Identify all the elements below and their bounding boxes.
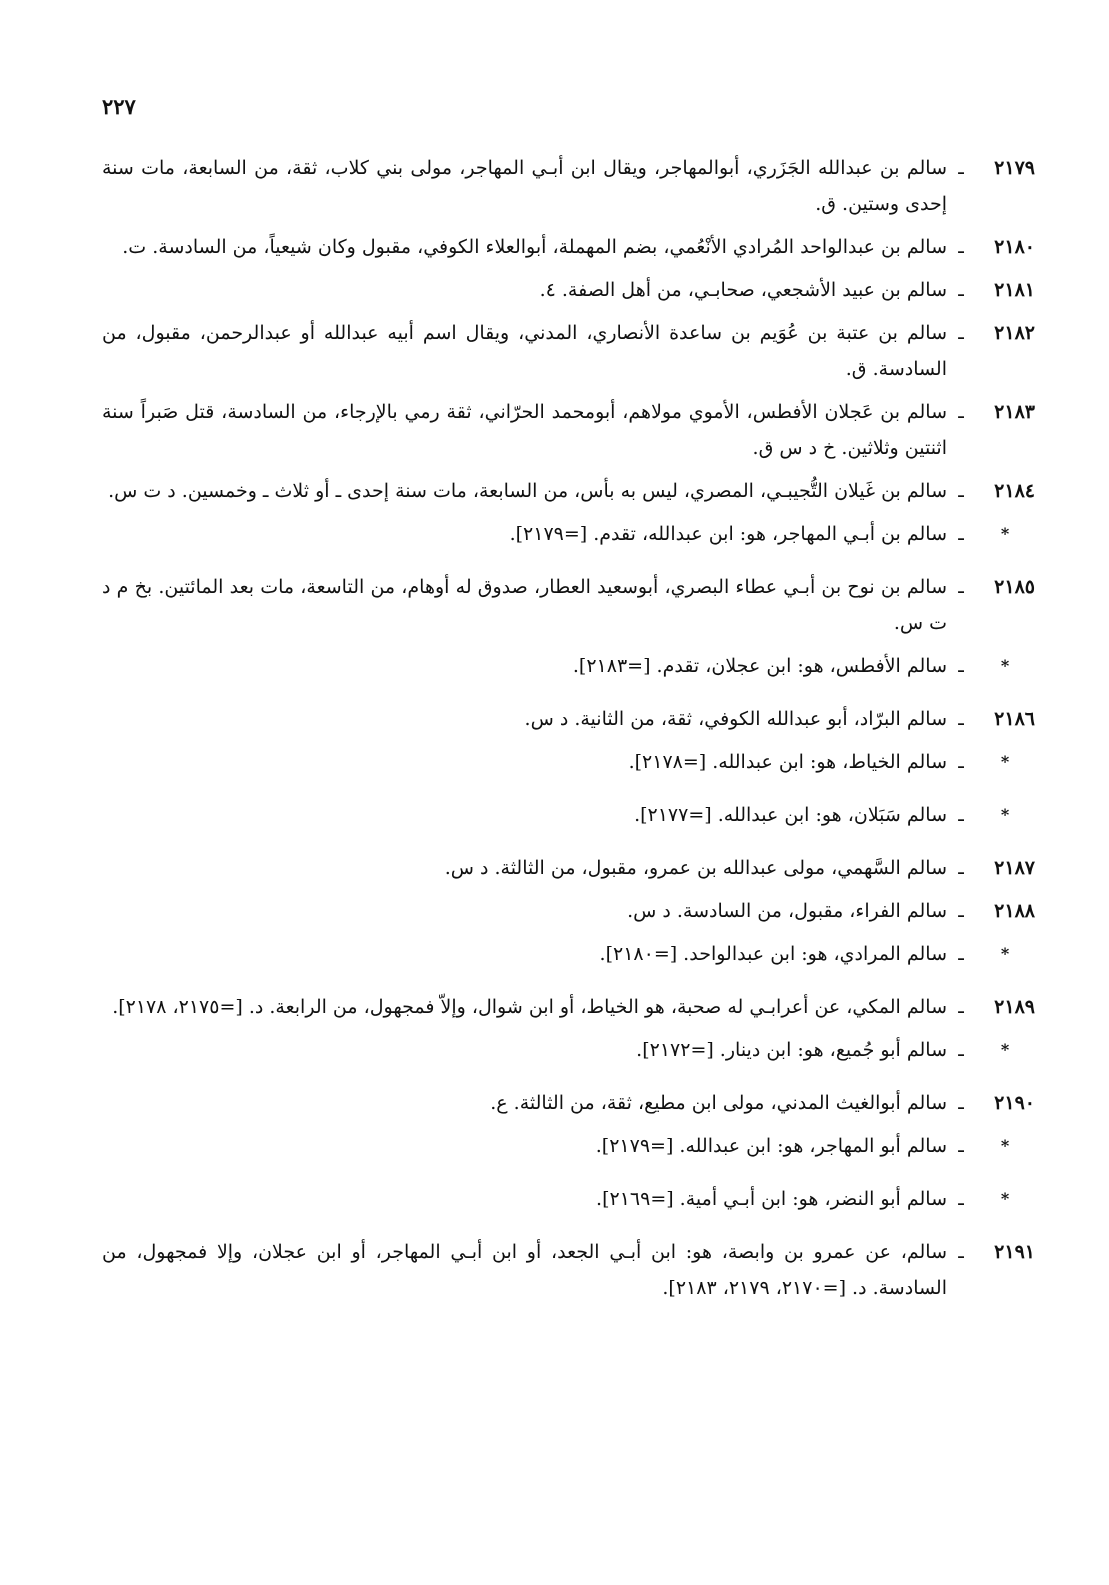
- entry-number: ٢١٩١: [994, 1241, 1035, 1263]
- entry-text: سالم بن عَجلان الأفطس، الأموي مولاهم، أبومحمد الحرّاني، ثقة رمي بالإرجاء، من السادسة، قتل صَبراً سنة اثنتين وثلاثين. خ د س ق.: [102, 401, 947, 459]
- entry-text: سالم المرادي، هو: ابن عبدالواحد. [=٢١٨٠].: [599, 943, 947, 965]
- entry-2179: [102, 150, 1035, 222]
- entry-2187: [102, 850, 1035, 886]
- entry-number: ٢١٨٠: [994, 236, 1035, 258]
- entry-2180: [102, 229, 1035, 265]
- entry-text: سالم أبو جُميع، هو: ابن دينار. [=٢١٧٢].: [636, 1039, 947, 1061]
- entry-number: ٢١٨١: [994, 279, 1035, 301]
- cross-reference-entry: [102, 1128, 1035, 1164]
- asterisk-icon: *: [1000, 524, 1010, 543]
- entry-text: سالم بن عبيد الأشجعي، صحابـي، من أهل الصفة. ٤.: [539, 279, 947, 301]
- entry-dash: ـ: [958, 857, 964, 879]
- cross-reference-entry: [102, 1032, 1035, 1068]
- entry-text: سالم الفراء، مقبول، من السادسة. د س.: [627, 900, 947, 922]
- entry-2183: [102, 394, 1035, 466]
- entry-dash: ـ: [958, 1092, 964, 1114]
- asterisk-icon: *: [1000, 1040, 1010, 1059]
- entry-text: سالم الأفطس، هو: ابن عجلان، تقدم. [=٢١٨٣].: [572, 655, 947, 677]
- asterisk-icon: *: [1000, 752, 1010, 771]
- entry-number: ٢١٨٣: [994, 401, 1035, 423]
- entry-number: ٢١٨٧: [994, 857, 1035, 879]
- entry-dash: ـ: [958, 157, 964, 179]
- asterisk-icon: *: [1000, 1189, 1010, 1208]
- entry-2184: [102, 473, 1035, 509]
- entry-text: سالم بن عبدالله الجَزَري، أبوالمهاجر، ويقال ابن أبـي المهاجر، مولى بني كلاب، ثقة، من السابعة، مات سنة إحدى وستين. ق.: [102, 157, 947, 215]
- entry-text: سالم، عن عمرو بن وابصة، هو: ابن أبـي الجعد، أو ابن أبـي المهاجر، أو ابن عجلان، وإلا فمجهول، من السادسة. د. [=٢١٧٠، ٢١٧٩، ٢١٨٣].: [102, 1241, 947, 1299]
- entry-dash: ـ: [958, 480, 964, 502]
- entry-text: سالم بن نوح بن أبـي عطاء البصري، أبوسعيد العطار، صدوق له أوهام، من التاسعة، مات بعد المائتين. بخ م د ت س.: [102, 576, 947, 634]
- entry-number: ٢١٨٥: [994, 576, 1035, 598]
- cross-reference-entry: [102, 936, 1035, 972]
- entry-2189: [102, 989, 1035, 1025]
- entry-dash: ـ: [958, 804, 964, 826]
- entry-text: سالم أبو النضر، هو: ابن أبـي أمية. [=٢١٦٩].: [596, 1188, 947, 1210]
- entry-dash: ـ: [958, 1241, 964, 1263]
- entry-number: ٢١٨٦: [994, 708, 1035, 730]
- entry-dash: ـ: [958, 655, 964, 677]
- entry-text: سالم بن عتبة بن عُوَيم بن ساعدة الأنصاري، المدني، ويقال اسم أبيه عبدالله أو عبدالرحمن، مقبول، من السادسة. ق.: [102, 322, 947, 380]
- cross-reference-entry: [102, 1181, 1035, 1217]
- entry-text: سالم أبوالغيث المدني، مولى ابن مطيع، ثقة، من الثالثة. ع.: [490, 1092, 947, 1114]
- cross-reference-entry: [102, 797, 1035, 833]
- asterisk-icon: *: [1000, 656, 1010, 675]
- entry-number: ٢١٨٢: [994, 322, 1035, 344]
- entry-text: سالم المكي، عن أعرابـي له صحبة، هو الخياط، أو ابن شوال، وإلاّ فمجهول، من الرابعة. د. [=٢١٧٥، ٢١٧٨].: [112, 996, 947, 1018]
- entry-dash: ـ: [958, 708, 964, 730]
- entry-dash: ـ: [958, 401, 964, 423]
- entry-dash: ـ: [958, 996, 964, 1018]
- entry-2191: [102, 1234, 1035, 1306]
- cross-reference-entry: [102, 516, 1035, 552]
- entry-dash: ـ: [958, 1135, 964, 1157]
- entry-dash: ـ: [958, 322, 964, 344]
- biographical-entries: [102, 150, 1035, 1313]
- page-number: ٢٢٧: [102, 94, 136, 119]
- entry-dash: ـ: [958, 576, 964, 598]
- entry-2185: [102, 569, 1035, 641]
- entry-2181: [102, 272, 1035, 308]
- entry-text: سالم سَبَلان، هو: ابن عبدالله. [=٢١٧٧].: [634, 804, 947, 826]
- entry-text: سالم بن غَيلان التُّجيبـي، المصري، ليس به بأس، من السابعة، مات سنة إحدى ـ أو ثلاث ـ وخمسين. د ت س.: [108, 480, 947, 502]
- entry-number: ٢١٨٨: [994, 900, 1035, 922]
- entry-dash: ـ: [958, 900, 964, 922]
- entry-number: ٢١٨٩: [994, 996, 1035, 1018]
- entry-dash: ـ: [958, 751, 964, 773]
- cross-reference-entry: [102, 744, 1035, 780]
- entry-2182: [102, 315, 1035, 387]
- entry-text: سالم بن أبـي المهاجر، هو: ابن عبدالله، تقدم. [=٢١٧٩].: [509, 523, 947, 545]
- entry-text: سالم بن عبدالواحد المُرادي الأنْعُمي، بضم المهملة، أبوالعلاء الكوفي، مقبول وكان شيعياً، من السادسة. ت.: [122, 236, 947, 258]
- entry-text: سالم السَّهمي، مولى عبدالله بن عمرو، مقبول، من الثالثة. د س.: [444, 857, 947, 879]
- entry-dash: ـ: [958, 236, 964, 258]
- asterisk-icon: *: [1000, 944, 1010, 963]
- entry-dash: ـ: [958, 1039, 964, 1061]
- asterisk-icon: *: [1000, 805, 1010, 824]
- entry-dash: ـ: [958, 943, 964, 965]
- entry-number: ٢١٨٤: [994, 480, 1035, 502]
- entry-dash: ـ: [958, 1188, 964, 1210]
- entry-text: سالم أبو المهاجر، هو: ابن عبدالله. [=٢١٧٩].: [595, 1135, 947, 1157]
- entry-text: سالم الخياط، هو: ابن عبدالله. [=٢١٧٨].: [628, 751, 947, 773]
- entry-text: سالم البرّاد، أبو عبدالله الكوفي، ثقة، من الثانية. د س.: [524, 708, 947, 730]
- cross-reference-entry: [102, 648, 1035, 684]
- asterisk-icon: *: [1000, 1136, 1010, 1155]
- entry-2188: [102, 893, 1035, 929]
- entry-dash: ـ: [958, 523, 964, 545]
- entry-2186: [102, 701, 1035, 737]
- entry-number: ٢١٧٩: [994, 157, 1035, 179]
- entry-number: ٢١٩٠: [994, 1092, 1035, 1114]
- entry-dash: ـ: [958, 279, 964, 301]
- entry-2190: [102, 1085, 1035, 1121]
